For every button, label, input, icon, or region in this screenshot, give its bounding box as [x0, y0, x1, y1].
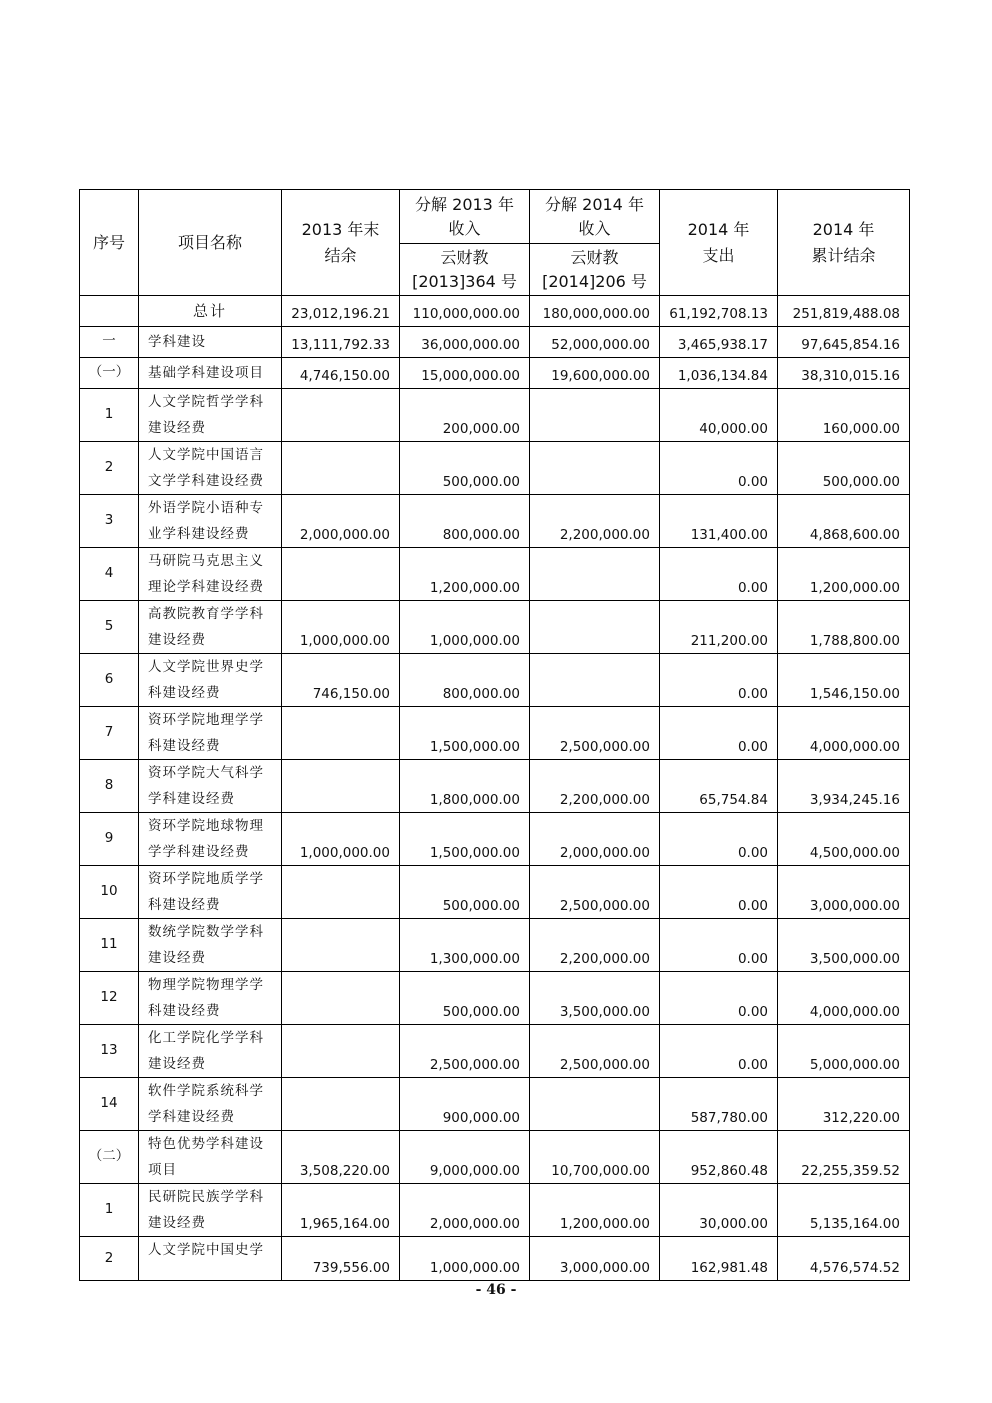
cell-balance-2014: 22,255,359.52 [778, 1131, 910, 1184]
table-row [80, 919, 910, 972]
budget-table [79, 189, 910, 1281]
cell-balance-2014: 4,000,000.00 [778, 972, 910, 1025]
row-name: 资环学院地质学学科建设经费 [139, 866, 282, 919]
table-row [80, 296, 910, 327]
cell-income-2014 [530, 548, 660, 601]
cell-income-2014: 10,700,000.00 [530, 1131, 660, 1184]
row-name: 特色优势学科建设项目 [139, 1131, 282, 1184]
header-name: 项目名称 [139, 190, 282, 296]
row-name: 高教院教育学学科建设经费 [139, 601, 282, 654]
cell-income-2013: 9,000,000.00 [400, 1131, 530, 1184]
cell-income-2013: 500,000.00 [400, 972, 530, 1025]
table-row [80, 389, 910, 442]
cell-balance-2014: 4,868,600.00 [778, 495, 910, 548]
row-seq: 4 [80, 548, 139, 601]
cell-income-2013: 2,500,000.00 [400, 1025, 530, 1078]
table-row [80, 548, 910, 601]
cell-balance-2013 [282, 972, 400, 1025]
row-seq: 1 [80, 1184, 139, 1237]
cell-income-2014: 180,000,000.00 [530, 296, 660, 327]
cell-income-2013: 500,000.00 [400, 866, 530, 919]
row-seq: 11 [80, 919, 139, 972]
row-seq: 13 [80, 1025, 139, 1078]
row-name: 人文学院哲学学科建设经费 [139, 389, 282, 442]
row-name: 人文学院中国语言文学学科建设经费 [139, 442, 282, 495]
header-2013-income [400, 190, 530, 244]
cell-income-2013: 500,000.00 [400, 442, 530, 495]
cell-income-2014: 1,200,000.00 [530, 1184, 660, 1237]
page-number: - 46 - [475, 1282, 517, 1298]
row-name: 民研院民族学学科建设经费 [139, 1184, 282, 1237]
cell-balance-2013: 739,556.00 [282, 1237, 400, 1281]
cell-balance-2013: 3,508,220.00 [282, 1131, 400, 1184]
cell-income-2013: 200,000.00 [400, 389, 530, 442]
header-2014-balance [778, 190, 910, 296]
cell-expense-2014: 952,860.48 [660, 1131, 778, 1184]
cell-income-2013: 36,000,000.00 [400, 327, 530, 358]
row-seq: 14 [80, 1078, 139, 1131]
header-2013-balance-line2: 结余 [324, 245, 357, 265]
cell-expense-2014: 0.00 [660, 654, 778, 707]
row-name: 人文学院中国史学 [139, 1237, 282, 1281]
table-row [80, 1078, 910, 1131]
table-row [80, 601, 910, 654]
cell-income-2014: 19,600,000.00 [530, 358, 660, 389]
cell-balance-2013 [282, 919, 400, 972]
table-row [80, 1184, 910, 1237]
table-row [80, 654, 910, 707]
row-seq: 2 [80, 1237, 139, 1281]
row-seq: 8 [80, 760, 139, 813]
cell-balance-2013 [282, 389, 400, 442]
table-row [80, 358, 910, 389]
cell-expense-2014: 131,400.00 [660, 495, 778, 548]
cell-income-2013: 1,000,000.00 [400, 601, 530, 654]
row-seq: 10 [80, 866, 139, 919]
table-row [80, 1237, 910, 1281]
header-2013-income-doc [400, 244, 530, 296]
row-name: 资环学院地理学学科建设经费 [139, 707, 282, 760]
header-2013-balance [282, 190, 400, 296]
header-2014-balance-line2: 累计结余 [811, 245, 876, 265]
cell-income-2014 [530, 389, 660, 442]
cell-expense-2014: 61,192,708.13 [660, 296, 778, 327]
cell-balance-2014: 4,000,000.00 [778, 707, 910, 760]
cell-balance-2014: 5,000,000.00 [778, 1025, 910, 1078]
row-seq: 7 [80, 707, 139, 760]
cell-balance-2013 [282, 1025, 400, 1078]
table-row [80, 972, 910, 1025]
cell-balance-2014: 251,819,488.08 [778, 296, 910, 327]
cell-balance-2013 [282, 707, 400, 760]
row-name: 总计 [139, 296, 282, 327]
row-seq: 2 [80, 442, 139, 495]
cell-balance-2013 [282, 760, 400, 813]
cell-balance-2014: 38,310,015.16 [778, 358, 910, 389]
cell-balance-2013 [282, 442, 400, 495]
table-body [80, 296, 910, 1281]
row-name: 软件学院系统科学学科建设经费 [139, 1078, 282, 1131]
cell-income-2013: 1,200,000.00 [400, 548, 530, 601]
table-row [80, 760, 910, 813]
row-seq: 6 [80, 654, 139, 707]
row-name: 基础学科建设项目 [139, 358, 282, 389]
cell-balance-2014: 500,000.00 [778, 442, 910, 495]
cell-income-2013: 1,500,000.00 [400, 813, 530, 866]
cell-expense-2014: 65,754.84 [660, 760, 778, 813]
cell-income-2013: 2,000,000.00 [400, 1184, 530, 1237]
row-seq: 5 [80, 601, 139, 654]
cell-expense-2014: 30,000.00 [660, 1184, 778, 1237]
cell-income-2013: 15,000,000.00 [400, 358, 530, 389]
row-name: 化工学院化学学科建设经费 [139, 1025, 282, 1078]
cell-income-2014: 2,200,000.00 [530, 919, 660, 972]
header-2014-income-doc-line2: [2014]206 号 [542, 271, 647, 291]
cell-balance-2014: 5,135,164.00 [778, 1184, 910, 1237]
cell-income-2014 [530, 654, 660, 707]
cell-balance-2014: 1,788,800.00 [778, 601, 910, 654]
cell-income-2014 [530, 601, 660, 654]
table-row [80, 813, 910, 866]
cell-income-2013: 800,000.00 [400, 495, 530, 548]
header-2013-income-line2: 收入 [448, 218, 481, 238]
row-seq: 一 [80, 327, 139, 358]
table-row [80, 1025, 910, 1078]
cell-income-2013: 1,000,000.00 [400, 1237, 530, 1281]
cell-income-2014: 3,500,000.00 [530, 972, 660, 1025]
cell-balance-2014: 4,500,000.00 [778, 813, 910, 866]
row-name: 数统学院数学学科建设经费 [139, 919, 282, 972]
cell-balance-2013: 1,000,000.00 [282, 813, 400, 866]
cell-balance-2014: 1,546,150.00 [778, 654, 910, 707]
row-name: 马研院马克思主义理论学科建设经费 [139, 548, 282, 601]
header-2013-income-doc-line2: [2013]364 号 [412, 271, 517, 291]
cell-income-2013: 1,300,000.00 [400, 919, 530, 972]
cell-income-2013: 110,000,000.00 [400, 296, 530, 327]
cell-balance-2014: 3,000,000.00 [778, 866, 910, 919]
cell-expense-2014: 0.00 [660, 972, 778, 1025]
table-row [80, 327, 910, 358]
header-2013-income-doc-line1: 云财教 [440, 247, 489, 267]
cell-balance-2014: 4,576,574.52 [778, 1237, 910, 1281]
cell-expense-2014: 0.00 [660, 919, 778, 972]
cell-income-2014: 2,500,000.00 [530, 866, 660, 919]
row-name: 物理学院物理学学科建设经费 [139, 972, 282, 1025]
header-2014-expense-line1: 2014 年 [687, 219, 750, 239]
cell-expense-2014: 0.00 [660, 442, 778, 495]
cell-income-2013: 900,000.00 [400, 1078, 530, 1131]
cell-income-2014 [530, 1078, 660, 1131]
cell-balance-2013: 1,965,164.00 [282, 1184, 400, 1237]
row-seq: （二） [80, 1131, 139, 1184]
cell-balance-2014: 312,220.00 [778, 1078, 910, 1131]
cell-income-2014: 52,000,000.00 [530, 327, 660, 358]
row-name: 外语学院小语种专业学科建设经费 [139, 495, 282, 548]
cell-balance-2013: 23,012,196.21 [282, 296, 400, 327]
cell-income-2013: 1,800,000.00 [400, 760, 530, 813]
header-2014-income [530, 190, 660, 244]
cell-balance-2014: 97,645,854.16 [778, 327, 910, 358]
cell-income-2014: 2,000,000.00 [530, 813, 660, 866]
cell-balance-2014: 3,500,000.00 [778, 919, 910, 972]
row-seq: （一） [80, 358, 139, 389]
table-row [80, 707, 910, 760]
cell-income-2014: 2,500,000.00 [530, 1025, 660, 1078]
cell-expense-2014: 0.00 [660, 707, 778, 760]
table-row [80, 442, 910, 495]
cell-balance-2013 [282, 866, 400, 919]
cell-expense-2014: 587,780.00 [660, 1078, 778, 1131]
cell-expense-2014: 0.00 [660, 866, 778, 919]
table-row [80, 495, 910, 548]
cell-income-2014: 2,200,000.00 [530, 495, 660, 548]
cell-balance-2013: 4,746,150.00 [282, 358, 400, 389]
cell-expense-2014: 211,200.00 [660, 601, 778, 654]
cell-balance-2013: 746,150.00 [282, 654, 400, 707]
header-2013-income-line1: 分解 2013 年 [415, 194, 514, 214]
cell-balance-2014: 3,934,245.16 [778, 760, 910, 813]
header-2014-balance-line1: 2014 年 [812, 219, 875, 239]
row-name: 资环学院大气科学学科建设经费 [139, 760, 282, 813]
header-2014-income-line2: 收入 [578, 218, 611, 238]
row-name: 资环学院地球物理学学科建设经费 [139, 813, 282, 866]
cell-balance-2013: 2,000,000.00 [282, 495, 400, 548]
cell-income-2014: 2,200,000.00 [530, 760, 660, 813]
cell-balance-2013 [282, 1078, 400, 1131]
cell-expense-2014: 0.00 [660, 813, 778, 866]
row-seq: 9 [80, 813, 139, 866]
cell-balance-2013: 1,000,000.00 [282, 601, 400, 654]
header-2014-expense [660, 190, 778, 296]
row-name: 人文学院世界史学科建设经费 [139, 654, 282, 707]
cell-expense-2014: 3,465,938.17 [660, 327, 778, 358]
cell-income-2014 [530, 442, 660, 495]
row-seq: 3 [80, 495, 139, 548]
row-seq: 12 [80, 972, 139, 1025]
header-seq: 序号 [80, 190, 139, 296]
cell-income-2014: 3,000,000.00 [530, 1237, 660, 1281]
cell-balance-2013 [282, 548, 400, 601]
row-seq: 1 [80, 389, 139, 442]
cell-expense-2014: 0.00 [660, 548, 778, 601]
cell-expense-2014: 162,981.48 [660, 1237, 778, 1281]
cell-balance-2014: 1,200,000.00 [778, 548, 910, 601]
cell-expense-2014: 0.00 [660, 1025, 778, 1078]
header-2014-income-doc [530, 244, 660, 296]
cell-income-2013: 800,000.00 [400, 654, 530, 707]
header-2014-income-line1: 分解 2014 年 [545, 194, 644, 214]
cell-income-2014: 2,500,000.00 [530, 707, 660, 760]
header-2014-expense-line2: 支出 [702, 245, 735, 265]
cell-expense-2014: 40,000.00 [660, 389, 778, 442]
table-row [80, 866, 910, 919]
cell-income-2013: 1,500,000.00 [400, 707, 530, 760]
header-2013-balance-line1: 2013 年末 [301, 219, 380, 239]
header-2014-income-doc-line1: 云财教 [570, 247, 619, 267]
cell-expense-2014: 1,036,134.84 [660, 358, 778, 389]
table-row [80, 1131, 910, 1184]
cell-balance-2014: 160,000.00 [778, 389, 910, 442]
row-seq [80, 296, 139, 327]
cell-balance-2013: 13,111,792.33 [282, 327, 400, 358]
row-name: 学科建设 [139, 327, 282, 358]
